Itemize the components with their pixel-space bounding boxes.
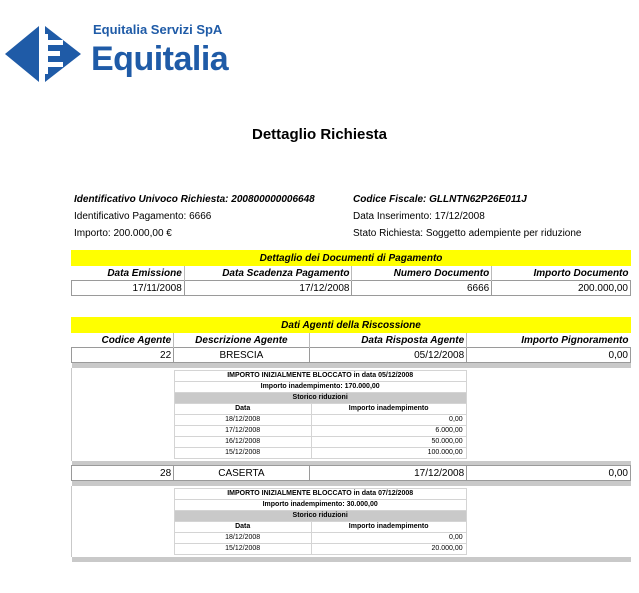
column-header: Numero Documento <box>352 266 492 281</box>
table-cell: 200.000,00 <box>492 281 631 296</box>
amount: Importo: 200.000,00 € <box>74 228 172 239</box>
page-title: Dettaglio Richiesta <box>251 126 388 143</box>
reduction-date: 18/12/2008 <box>174 414 311 425</box>
column-header: Data Risposta Agente <box>309 333 467 348</box>
table-row <box>72 281 631 296</box>
insert-date: Data Inserimento: 17/12/2008 <box>353 211 485 222</box>
blocked-amount-note: IMPORTO INIZIALMENTE BLOCCATO in data 05/12/2008 <box>174 370 466 381</box>
agents-title: Dati Agenti della Riscossione <box>72 318 631 333</box>
table-row <box>174 436 466 447</box>
table-row <box>174 532 466 543</box>
agent-detail-row <box>72 486 631 557</box>
reduction-amount: 0,00 <box>311 414 466 425</box>
reduction-date: 18/12/2008 <box>174 532 311 543</box>
table-row <box>72 348 631 363</box>
column-header: Data <box>174 403 311 414</box>
table-cell: 17/11/2008 <box>72 281 185 296</box>
table-cell: 6666 <box>352 281 492 296</box>
payment-documents-title: Dettaglio dei Documenti di Pagamento <box>72 251 631 266</box>
reduction-amount: 20.000,00 <box>311 543 466 554</box>
reduction-amount: 50.000,00 <box>311 436 466 447</box>
agent-response-date: 17/12/2008 <box>309 466 467 481</box>
agent-description: CASERTA <box>174 466 309 481</box>
column-header: Descrizione Agente <box>174 333 309 348</box>
payment-id: Identificativo Pagamento: 6666 <box>74 211 212 222</box>
table-cell: 17/12/2008 <box>184 281 352 296</box>
reduction-history-table <box>174 370 467 459</box>
agent-garnish-amount: 0,00 <box>467 466 631 481</box>
reduction-history-title: Storico riduzioni <box>174 392 466 403</box>
brand-logo-text: Equitalia <box>91 40 229 78</box>
request-id-row <box>74 191 315 208</box>
reduction-amount: 0,00 <box>311 532 466 543</box>
request-status: Stato Richiesta: Soggetto adempiente per riduzione <box>353 228 582 239</box>
reduction-date: 16/12/2008 <box>174 436 311 447</box>
agent-description: BRESCIA <box>174 348 309 363</box>
agent-response-date: 05/12/2008 <box>309 348 467 363</box>
table-row <box>174 543 466 554</box>
column-header: Codice Agente <box>72 333 174 348</box>
column-header: Data Emissione <box>72 266 185 281</box>
agent-detail-row <box>72 368 631 461</box>
column-header: Importo Documento <box>533 267 629 279</box>
payment-documents-table <box>71 250 631 296</box>
table-row <box>174 425 466 436</box>
reduction-amount: 100.000,00 <box>311 447 466 458</box>
request-id-label: Identificativo Univoco Richiesta: <box>74 194 229 205</box>
column-header: Importo Pignoramento <box>521 334 629 346</box>
reduction-history-title: Storico riduzioni <box>174 510 466 521</box>
table-row <box>174 414 466 425</box>
table-row <box>72 466 631 481</box>
column-header: Importo inadempimento <box>311 403 466 414</box>
table-row <box>174 447 466 458</box>
agent-garnish-amount: 0,00 <box>467 348 631 363</box>
request-id-value: 200800000006648 <box>231 194 315 205</box>
fiscal-code-label: Codice Fiscale: <box>353 194 427 205</box>
column-header: Data Scadenza Pagamento <box>184 266 352 281</box>
agents-table <box>71 317 631 562</box>
default-amount: Importo inadempimento: 30.000,00 <box>174 499 466 510</box>
request-info-right <box>353 191 581 242</box>
agent-code: 28 <box>72 466 174 481</box>
default-amount: Importo inadempimento: 170.000,00 <box>174 381 466 392</box>
column-header: Data <box>174 521 311 532</box>
column-header: Importo inadempimento <box>311 521 466 532</box>
brand-company-name: Equitalia Servizi SpA <box>93 22 223 37</box>
agent-code: 22 <box>72 348 174 363</box>
fiscal-code-row <box>353 191 581 208</box>
reduction-date: 15/12/2008 <box>174 543 311 554</box>
divider <box>72 557 631 562</box>
reduction-amount: 6.000,00 <box>311 425 466 436</box>
reduction-history-table <box>174 488 467 555</box>
reduction-date: 15/12/2008 <box>174 447 311 458</box>
blocked-amount-note: IMPORTO INIZIALMENTE BLOCCATO in data 07/12/2008 <box>174 488 466 499</box>
fiscal-code-value: GLLNTN62P26E011J <box>429 194 527 205</box>
request-info-left <box>74 191 315 242</box>
reduction-date: 17/12/2008 <box>174 425 311 436</box>
